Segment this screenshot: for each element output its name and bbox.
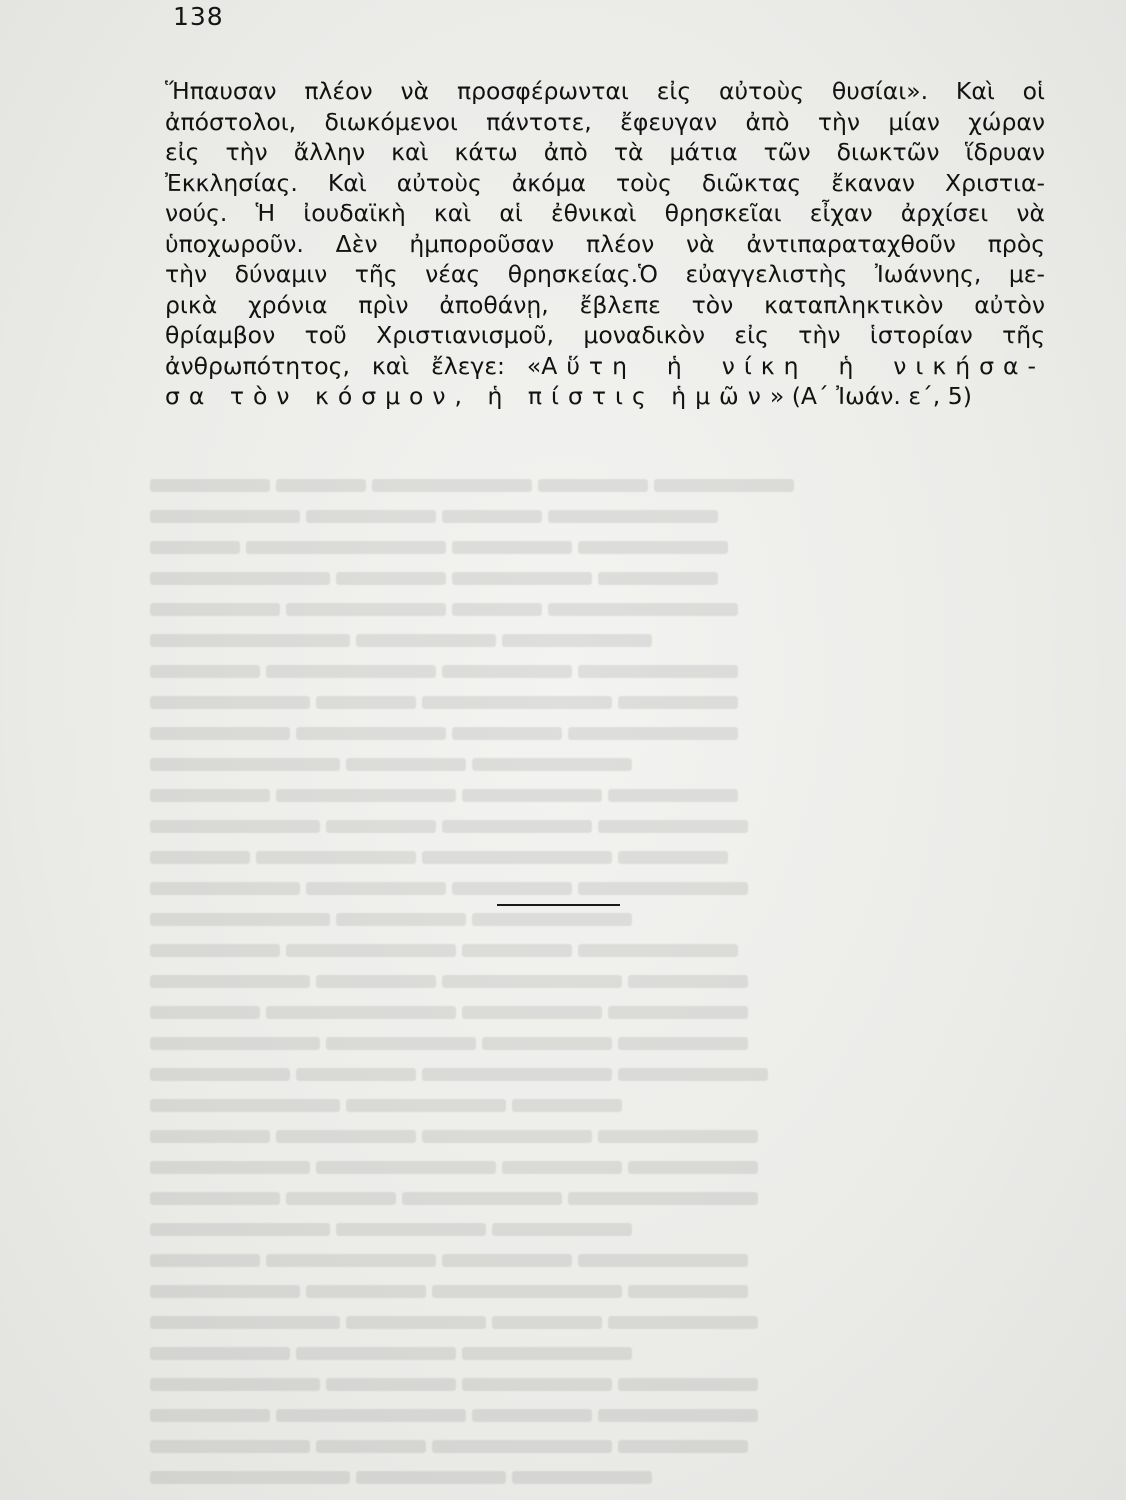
- text-line-8: ρικὰ χρόνια πρὶν ἀποθάνῃ, ἔβλεπε τὸν καταπληκτικὸν αὐτὸν: [165, 290, 1045, 319]
- text-line-5: νούς. Ἡ ἰουδαϊκὴ καὶ αἱ ἐθνικαὶ θρησκεῖαι εἶχαν ἀρχίσει νὰ: [165, 199, 1045, 227]
- text-line-6: ὑποχωροῦν. Δὲν ἠμποροῦσαν πλέον νὰ ἀντιπαραταχθοῦν πρὸς: [165, 229, 1045, 258]
- quotation-spaced-1: Αὕτη ἡ νίκη ἡ νικήσα-: [541, 351, 1045, 380]
- text-line-4: Ἐκκλησίας. Καὶ αὐτοὺς ἀκόμα τοὺς διῶκτας ἔκαναν Χριστια-: [165, 168, 1045, 197]
- body-paragraph: [165, 76, 1045, 412]
- scripture-reference: » (Α΄ Ἰωάν. ε΄, 5): [769, 382, 972, 410]
- text-line-7: τὴν δύναμιν τῆς νέας θρησκείας.Ὁ εὐαγγελιστὴς Ἰωάννης, με-: [165, 260, 1045, 288]
- section-divider-rule: [497, 904, 620, 906]
- quotation-spaced-2: σα τὸν κόσμον, ἡ πίστις ἡμῶν: [165, 382, 770, 410]
- text-line-10-lead: ἀνθρωπότητος, καὶ ἔλεγε: «: [165, 351, 542, 380]
- text-line-2: ἀπόστολοι, διωκόμενοι πάντοτε, ἔφευγαν ἀπὸ τὴν μίαν χώραν: [165, 107, 1045, 136]
- text-line-9: θρίαμβον τοῦ Χριστιανισμοῦ, μοναδικὸν εἰς τὴν ἱστορίαν τῆς: [165, 321, 1045, 349]
- bleed-through-texture: [150, 470, 1050, 1500]
- page-number: 138: [173, 2, 224, 31]
- text-line-3: εἰς τὴν ἄλλην καὶ κάτω ἀπὸ τὰ μάτια τῶν διωκτῶν ἵδρυαν: [165, 138, 1045, 166]
- text-line-1: Ἥπαυσαν πλέον νὰ προσφέρωνται εἰς αὐτοὺς θυσίαι». Καὶ οἱ: [165, 77, 1045, 105]
- text-line-11: [165, 381, 1045, 412]
- text-line-10: [165, 351, 1045, 382]
